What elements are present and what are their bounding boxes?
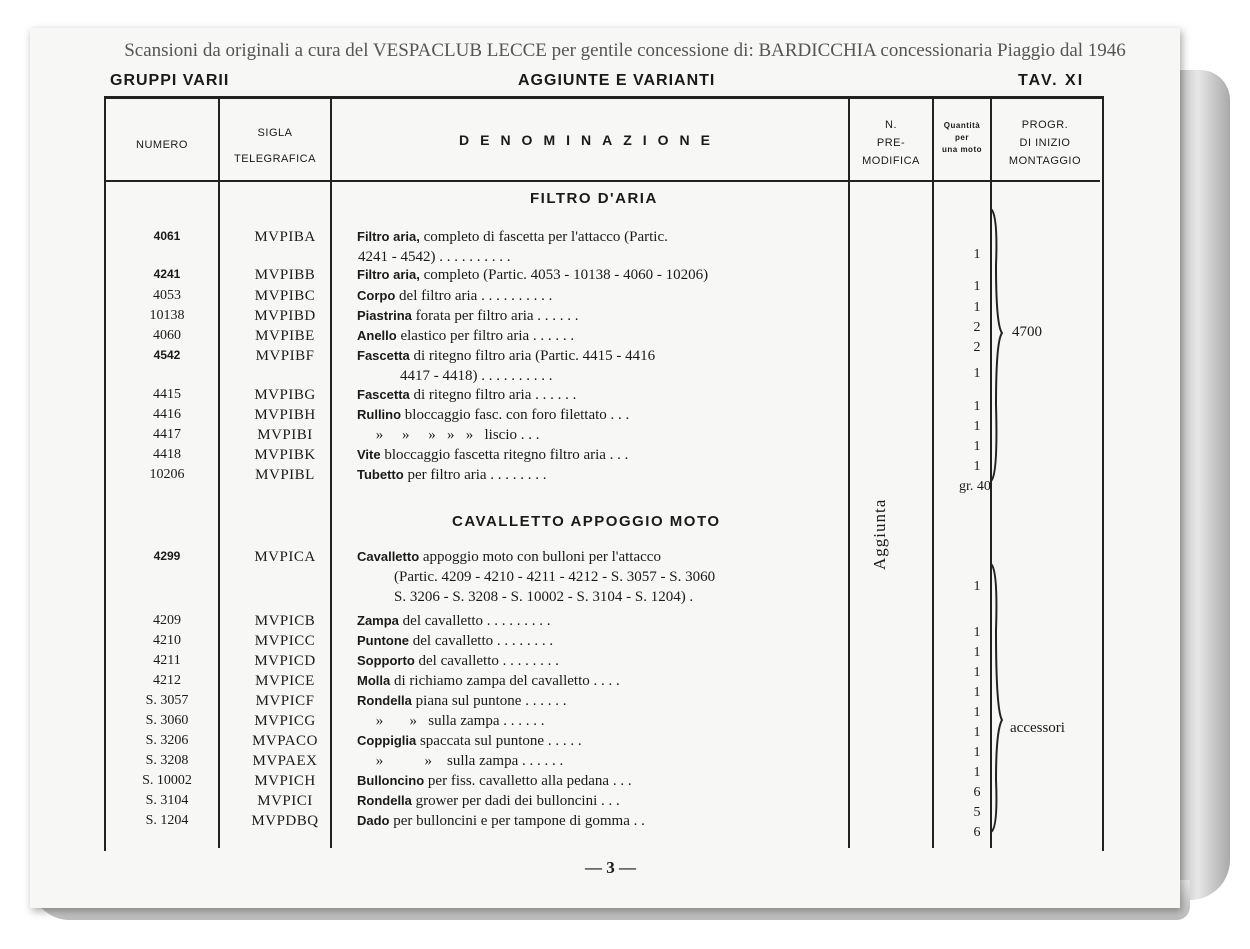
part-text: del cavalletto . . . . . . . .: [409, 633, 554, 649]
part-text: spaccata sul puntone . . . . .: [416, 733, 582, 749]
part-description: [357, 793, 852, 810]
part-text: bloccaggio fasc. con foro filettato . . .: [401, 407, 630, 423]
telegraphic-code: MVPICC: [254, 633, 316, 649]
telegraphic-code: MVPIBG: [254, 387, 316, 403]
col-numero: NUMERO: [136, 139, 188, 151]
col-quantita: [934, 120, 990, 156]
part-description: [357, 467, 852, 484]
quantity: 1: [973, 579, 981, 594]
telegraphic-code: MVPAEX: [252, 753, 318, 769]
prog-filtro: 4700: [1012, 324, 1042, 340]
part-number: 4061: [153, 229, 181, 243]
part-description-cont: 4417 - 4418) . . . . . . . . . .: [400, 368, 553, 384]
quantity: 5: [973, 805, 981, 820]
part-name: Filtro aria,: [357, 229, 420, 244]
part-description: [357, 387, 852, 404]
part-description: [357, 267, 852, 284]
part-text: elastico per filtro aria . . . . . .: [396, 328, 575, 344]
quantity: 1: [973, 665, 981, 680]
quantity: 1: [973, 745, 981, 760]
part-description-cont: 4241 - 4542) . . . . . . . . . .: [358, 249, 511, 265]
telegraphic-code: MVPICI: [257, 793, 313, 809]
part-text: » » » » » liscio . . .: [357, 427, 540, 443]
part-text: del cavalletto . . . . . . . . .: [398, 613, 551, 629]
quantity: 1: [973, 366, 981, 381]
telegraphic-code: MVPICF: [255, 693, 315, 709]
col-premod-line1: N.: [885, 119, 897, 131]
part-name: Vite: [357, 447, 381, 462]
part-description: [357, 653, 852, 670]
col-sigla: [220, 124, 330, 168]
column-divider: [932, 96, 934, 848]
part-text: grower per dadi dei bulloncini . . .: [411, 793, 620, 809]
telegraphic-code: MVPICD: [254, 653, 316, 669]
section-title-filtro: FILTRO D'ARIA: [530, 190, 658, 207]
part-number: 4210: [153, 633, 181, 648]
telegraphic-code: MVPICE: [255, 673, 315, 689]
part-text: per filtro aria . . . . . . . .: [403, 467, 547, 483]
telegraphic-code: MVPIBH: [254, 407, 316, 423]
quantity: 6: [973, 825, 981, 840]
quantity: 1: [973, 419, 981, 434]
quantity: 1: [973, 439, 981, 454]
part-number: 4418: [153, 447, 181, 462]
part-name: Puntone: [357, 633, 409, 648]
part-name: Rullino: [357, 407, 402, 422]
col-sigla-line1: SIGLA: [257, 127, 293, 139]
part-description: [357, 288, 852, 305]
quantity: 1: [973, 247, 981, 262]
brace-filtro: [988, 205, 1004, 485]
part-name: Coppiglia: [357, 733, 417, 748]
part-text: » » sulla zampa . . . . . .: [357, 753, 564, 769]
part-text: di ritegno filtro aria . . . . . .: [409, 387, 577, 403]
part-text: » » sulla zampa . . . . . .: [357, 713, 545, 729]
part-text: appoggio moto con bulloni per l'attacco: [419, 549, 661, 565]
part-number: 4053: [153, 288, 181, 303]
part-number: 4209: [153, 613, 181, 628]
part-description: [357, 348, 852, 365]
part-number: S. 10002: [142, 773, 192, 788]
part-number: 4542: [153, 348, 181, 362]
quantity: 1: [973, 399, 981, 414]
part-text: di richiamo zampa del cavalletto . . . .: [390, 673, 620, 689]
col-sigla-line2: TELEGRAFICA: [234, 153, 316, 165]
col-progressivo: [992, 116, 1098, 170]
telegraphic-code: MVPICA: [254, 549, 316, 565]
col-premodifica: [850, 116, 932, 170]
part-name: Fascetta: [357, 387, 410, 402]
premod-aggiunta: [870, 399, 890, 570]
part-name: Zampa: [357, 613, 399, 628]
col-qty-line1: Quantità: [943, 121, 981, 130]
col-premod-line3: MODIFICA: [862, 155, 920, 167]
header-left: GRUPPI VARII: [110, 72, 230, 89]
part-name: Sopporto: [357, 653, 415, 668]
part-number: 4060: [153, 328, 181, 343]
quantity: gr. 40: [959, 479, 991, 494]
part-number: 4241: [153, 267, 181, 281]
part-number: 4415: [153, 387, 181, 402]
brace-cavalletto: [988, 560, 1004, 835]
part-description: [357, 713, 852, 730]
quantity: 1: [973, 765, 981, 780]
telegraphic-code: MVPIBK: [254, 447, 316, 463]
part-name: Cavalletto: [357, 549, 420, 564]
part-name: Dado: [357, 813, 390, 828]
part-description: [357, 753, 852, 770]
part-number: 10138: [149, 308, 185, 323]
telegraphic-code: MVPIBD: [254, 308, 316, 324]
telegraphic-code: MVPIBI: [257, 427, 313, 443]
part-description: [357, 693, 852, 710]
part-number: S. 3206: [145, 733, 189, 748]
quantity: 1: [973, 625, 981, 640]
part-description: [357, 229, 852, 246]
part-name: Tubetto: [357, 467, 404, 482]
col-prog-line1: PROGR.: [1021, 119, 1069, 131]
part-name: Filtro aria,: [357, 267, 420, 282]
col-premod-line2: PRE-: [876, 137, 906, 149]
telegraphic-code: MVPIBE: [255, 328, 315, 344]
header-center: AGGIUNTE E VARIANTI: [518, 72, 716, 89]
part-name: Piastrina: [357, 308, 412, 323]
telegraphic-code: MVPICH: [254, 773, 316, 789]
part-description: [357, 633, 852, 650]
col-prog-line2: DI INIZIO: [1019, 137, 1071, 149]
prog-cavalletto: accessori: [1010, 720, 1065, 736]
telegraphic-code: MVPIBF: [255, 348, 315, 364]
part-name: Rondella: [357, 793, 412, 808]
part-number: S. 3104: [145, 793, 189, 808]
quantity: 1: [973, 725, 981, 740]
part-description: [357, 447, 852, 464]
header-divider: [104, 180, 1100, 182]
part-name: Rondella: [357, 693, 412, 708]
part-name: Bulloncino: [357, 773, 425, 788]
col-qty-line2: per: [955, 133, 969, 142]
part-text: per bulloncini e per tampone di gomma . .: [389, 813, 645, 829]
section-title-cavalletto: CAVALLETTO APPOGGIO MOTO: [452, 513, 721, 530]
part-text: per fiss. cavalletto alla pedana . . .: [424, 773, 632, 789]
part-number: 10206: [149, 467, 185, 482]
part-text: completo di fascetta per l'attacco (Partic.: [419, 229, 668, 245]
quantity: 1: [973, 300, 981, 315]
part-number: S. 3208: [145, 753, 189, 768]
scan-watermark: Scansioni da originali a cura del VESPACLUB LECCE per gentile concessione di: BARDICCHIA concessionaria Piaggio dal 1946: [124, 40, 1126, 61]
col-prog-line3: MONTAGGIO: [1008, 155, 1082, 167]
col-qty-line3: una moto: [942, 145, 982, 154]
part-name: Anello: [357, 328, 397, 343]
part-name: Fascetta: [357, 348, 410, 363]
part-number: S. 1204: [145, 813, 189, 828]
part-number: 4212: [153, 673, 181, 688]
part-description: [357, 308, 852, 325]
part-number: S. 3060: [145, 713, 189, 728]
quantity: 1: [973, 459, 981, 474]
part-description-cont: (Partic. 4209 - 4210 - 4211 - 4212 - S. 3057 - S. 3060: [394, 569, 716, 585]
part-name: Corpo: [357, 288, 396, 303]
part-number: 4211: [153, 653, 181, 668]
part-description: [357, 733, 852, 750]
telegraphic-code: MVPIBB: [254, 267, 316, 283]
part-text: del cavalletto . . . . . . . .: [414, 653, 559, 669]
part-description: [357, 328, 852, 345]
part-description: [357, 813, 852, 830]
premod-aggiunta-label: Aggiunta: [870, 498, 889, 570]
part-description: [357, 613, 852, 630]
part-description: [357, 549, 852, 566]
part-number: 4417: [153, 427, 181, 442]
page-number: — 3 —: [585, 858, 636, 877]
part-text: di ritegno filtro aria (Partic. 4415 - 4416: [409, 348, 656, 364]
part-number: 4416: [153, 407, 181, 422]
telegraphic-code: MVPICG: [254, 713, 316, 729]
telegraphic-code: MVPDBQ: [251, 813, 319, 829]
part-description: [357, 673, 852, 690]
part-description: [357, 773, 852, 790]
quantity: 1: [973, 685, 981, 700]
part-description: [357, 427, 852, 444]
telegraphic-code: MVPIBA: [254, 229, 316, 245]
quantity: 2: [973, 320, 981, 335]
telegraphic-code: MVPIBL: [255, 467, 315, 483]
header-right: TAV. XI: [1018, 72, 1085, 89]
part-name: Molla: [357, 673, 391, 688]
quantity: 6: [973, 785, 981, 800]
part-number: 4299: [153, 549, 181, 563]
telegraphic-code: MVPACO: [252, 733, 318, 749]
part-description-cont: S. 3206 - S. 3208 - S. 10002 - S. 3104 - S. 1204) .: [394, 589, 694, 605]
telegraphic-code: MVPIBC: [254, 288, 316, 304]
quantity: 1: [973, 279, 981, 294]
col-denominazione: DENOMINAZIONE: [459, 132, 721, 148]
part-text: piana sul puntone . . . . . .: [411, 693, 567, 709]
part-description: [357, 407, 852, 424]
quantity: 2: [973, 340, 981, 355]
quantity: 1: [973, 705, 981, 720]
telegraphic-code: MVPICB: [254, 613, 316, 629]
quantity: 1: [973, 645, 981, 660]
part-number: S. 3057: [145, 693, 189, 708]
part-text: forata per filtro aria . . . . . .: [411, 308, 579, 324]
part-text: del filtro aria . . . . . . . . . .: [395, 288, 553, 304]
part-text: completo (Partic. 4053 - 10138 - 4060 - 10206): [419, 267, 709, 283]
part-text: bloccaggio fascetta ritegno filtro aria . . .: [380, 447, 629, 463]
